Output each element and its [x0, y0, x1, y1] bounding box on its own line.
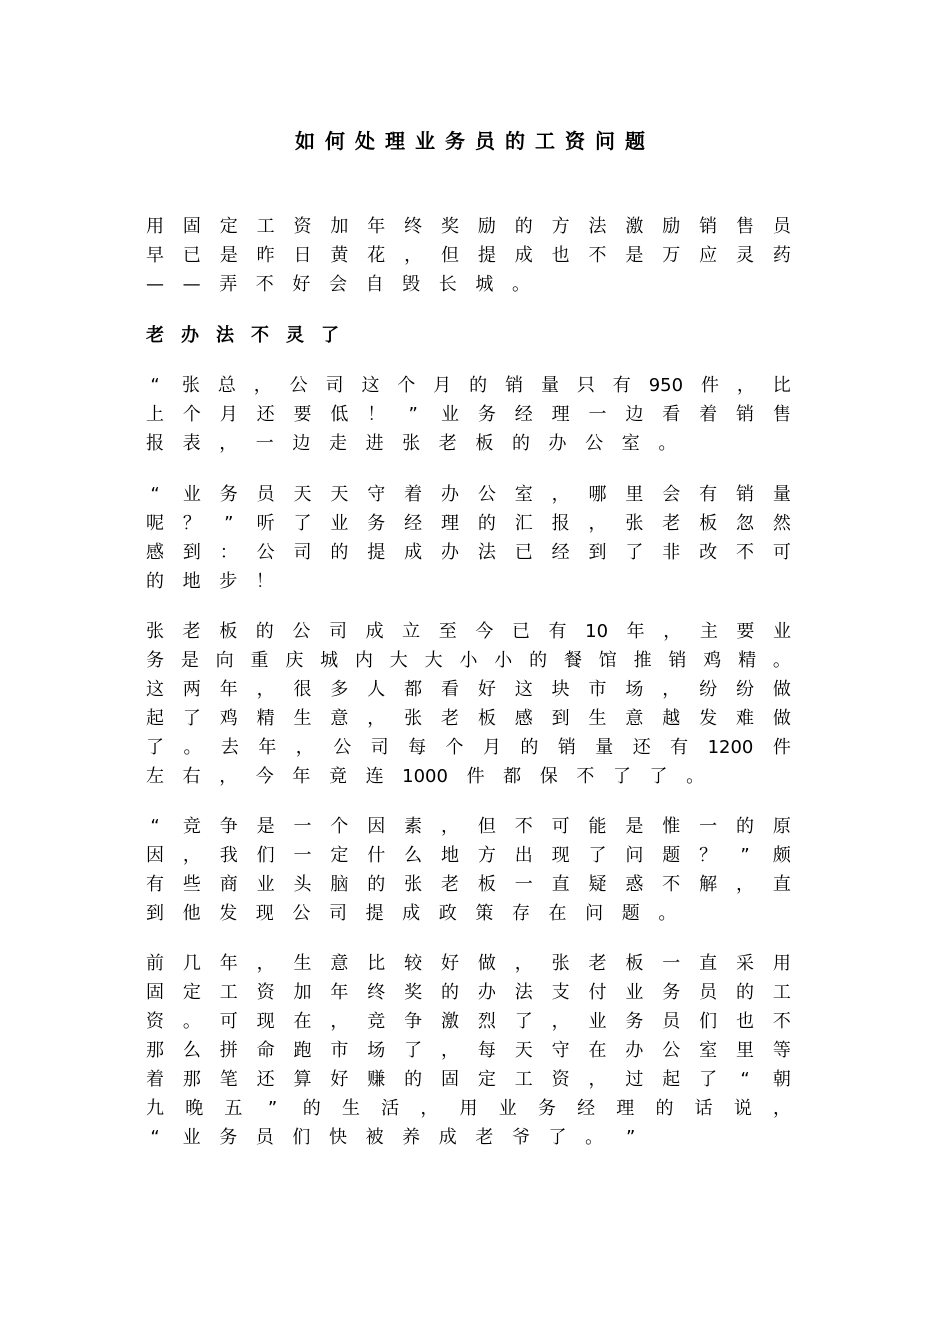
paragraph-line: 报 表 ， 一 边 走 进 张 老 板 的 办 公 室 。: [146, 433, 677, 454]
paragraph-line: 着 那 笔 还 算 好 赚 的 固 定 工 资 ， 过 起 了 “ 朝: [146, 1069, 791, 1090]
paragraph-line: 前 几 年 ， 生 意 比 较 好 做 ， 张 老 板 一 直 采 用: [146, 953, 791, 974]
paragraph-line: “ 竞 争 是 一 个 因 素 ， 但 不 可 能 是 惟 一 的 原: [150, 816, 791, 837]
paragraph-line: “ 业 务 员 天 天 守 着 办 公 室 ， 哪 里 会 有 销 量: [150, 484, 791, 505]
paragraph-line: 因 ， 我 们 一 定 什 么 地 方 出 现 了 问 题 ？ ” 颇: [146, 845, 791, 866]
paragraph-line: 起 了 鸡 精 生 意 ， 张 老 板 感 到 生 意 越 发 难 做: [146, 708, 791, 729]
paragraph-line: “ 张 总 ， 公 司 这 个 月 的 销 量 只 有 950 件 ， 比: [150, 375, 791, 396]
paragraph-line: 左 右 ， 今 年 竟 连 1000 件 都 保 不 了 了 。: [146, 766, 705, 787]
paragraph-line: 务 是 向 重 庆 城 内 大 大 小 小 的 餐 馆 推 销 鸡 精 。: [146, 650, 791, 671]
intro-line: 早 已 是 昨 日 黄 花 ， 但 提 成 也 不 是 万 应 灵 药: [146, 245, 791, 266]
paragraph-line: 张 老 板 的 公 司 成 立 至 今 已 有 10 年 ， 主 要 业: [146, 621, 791, 642]
paragraph-line: 那 么 拼 命 跑 市 场 了 ， 每 天 守 在 办 公 室 里 等: [146, 1040, 791, 1061]
document-title: 如何处理业务员的工资问题: [295, 129, 655, 153]
paragraph-line: 资 。 可 现 在 ， 竞 争 激 烈 了 ， 业 务 员 们 也 不: [146, 1011, 791, 1032]
paragraph-line: 九 晚 五 ” 的 生 活 ， 用 业 务 经 理 的 话 说 ，: [146, 1098, 791, 1119]
paragraph-line: 呢 ？ ” 听 了 业 务 经 理 的 汇 报 ， 张 老 板 忽 然: [146, 513, 791, 534]
paragraph-line: 这 两 年 ， 很 多 人 都 看 好 这 块 市 场 ， 纷 纷 做: [146, 679, 791, 700]
paragraph-line: 上 个 月 还 要 低 ！ ” 业 务 经 理 一 边 看 着 销 售: [146, 404, 791, 425]
section-heading: 老办法不灵了: [146, 325, 356, 346]
paragraph-line: 的 地 步 ！: [146, 571, 274, 592]
paragraph-line: 到 他 发 现 公 司 提 成 政 策 存 在 问 题 。: [146, 903, 677, 924]
paragraph-line: 了 。 去 年 ， 公 司 每 个 月 的 销 量 还 有 1200 件: [146, 737, 791, 758]
intro-line: — — 弄 不 好 会 自 毁 长 城 。: [146, 274, 530, 295]
paragraph-line: “ 业 务 员 们 快 被 养 成 老 爷 了 。 ”: [150, 1127, 636, 1148]
paragraph-line: 固 定 工 资 加 年 终 奖 的 办 法 支 付 业 务 员 的 工: [146, 982, 791, 1003]
paragraph-line: 有 些 商 业 头 脑 的 张 老 板 一 直 疑 惑 不 解 ， 直: [146, 874, 791, 895]
intro-line: 用 固 定 工 资 加 年 终 奖 励 的 方 法 激 励 销 售 员: [146, 216, 791, 237]
paragraph-line: 感 到 ： 公 司 的 提 成 办 法 已 经 到 了 非 改 不 可: [146, 542, 791, 563]
